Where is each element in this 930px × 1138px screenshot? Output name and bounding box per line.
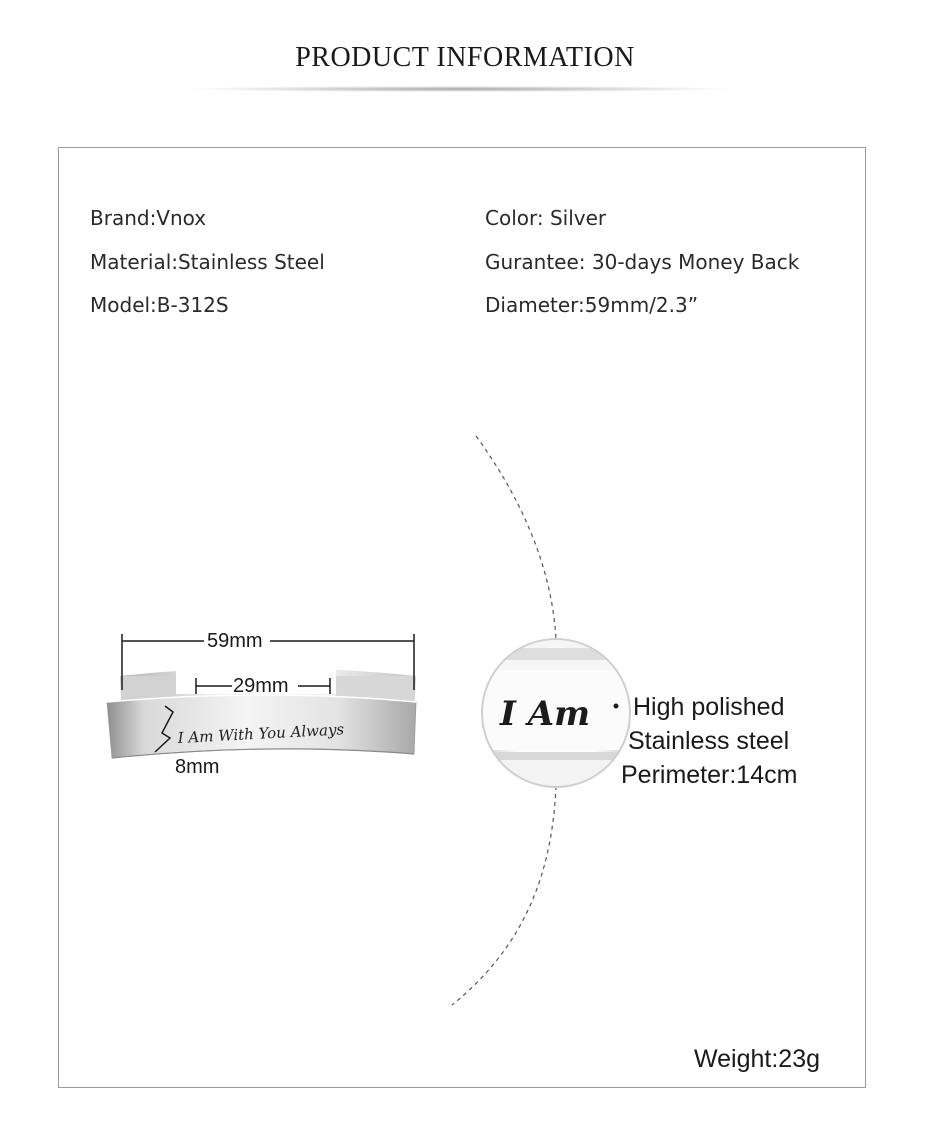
spec-color: Color: Silver bbox=[485, 206, 607, 230]
weight-label: Weight:23g bbox=[694, 1045, 821, 1073]
page-title: PRODUCT INFORMATION bbox=[295, 42, 635, 73]
feature-polish: High polished bbox=[633, 693, 785, 721]
spec-diameter: Diameter:59mm/2.3” bbox=[485, 293, 699, 317]
spec-brand: Brand:Vnox bbox=[90, 206, 207, 230]
closeup-engraving: I Am bbox=[500, 694, 591, 734]
closeup-dot bbox=[614, 704, 619, 709]
spec-guarantee: Gurantee: 30-days Money Back bbox=[485, 250, 800, 274]
dim-band-label: 8mm bbox=[175, 756, 220, 778]
spec-material: Material:Stainless Steel bbox=[90, 250, 325, 274]
dim-opening-label: 29mm bbox=[233, 675, 289, 697]
dim-width-label: 59mm bbox=[207, 630, 263, 652]
guide-arc-bottom bbox=[452, 786, 556, 1005]
bracelet-engraving: I Am With You Always bbox=[177, 720, 345, 747]
feature-perimeter: Perimeter:14cm bbox=[621, 761, 798, 789]
feature-material: Stainless steel bbox=[628, 727, 790, 755]
spec-model: Model:B-312S bbox=[90, 293, 229, 317]
guide-arc-top bbox=[476, 436, 556, 640]
